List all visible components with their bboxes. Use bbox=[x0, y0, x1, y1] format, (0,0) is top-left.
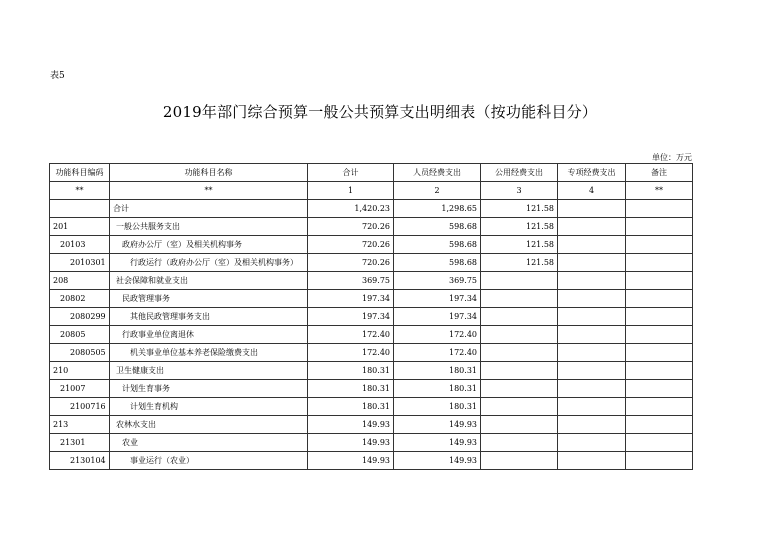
code-cell: 2080505 bbox=[50, 344, 110, 362]
unit-label: 单位：万元 bbox=[652, 153, 692, 162]
personnel-cell: 598.68 bbox=[394, 236, 481, 254]
name-cell: 其他民政管理事务支出 bbox=[110, 308, 308, 326]
code-cell: 208 bbox=[50, 272, 110, 290]
page-title: 2019年部门综合预算一般公共预算支出明细表（按功能科目分） bbox=[162, 103, 598, 121]
header-cell-code: 功能科目编码 bbox=[50, 164, 110, 182]
personnel-cell: 197.34 bbox=[394, 308, 481, 326]
special-cell bbox=[558, 416, 626, 434]
personnel-cell: 1,298.65 bbox=[394, 200, 481, 218]
special-cell bbox=[558, 254, 626, 272]
special-cell bbox=[558, 362, 626, 380]
subheader-cell: 3 bbox=[481, 182, 558, 200]
table-row bbox=[50, 308, 693, 326]
public-cell bbox=[481, 308, 558, 326]
header-cell-personnel: 人员经费支出 bbox=[394, 164, 481, 182]
personnel-cell: 180.31 bbox=[394, 362, 481, 380]
total-cell: 720.26 bbox=[308, 236, 394, 254]
note-cell bbox=[626, 452, 693, 470]
personnel-cell: 180.31 bbox=[394, 398, 481, 416]
name-cell: 民政管理事务 bbox=[110, 290, 308, 308]
total-cell: 1,420.23 bbox=[308, 200, 394, 218]
name-cell: 计划生育机构 bbox=[110, 398, 308, 416]
name-cell: 合计 bbox=[110, 200, 308, 218]
special-cell bbox=[558, 326, 626, 344]
name-cell: 社会保障和就业支出 bbox=[110, 272, 308, 290]
name-cell: 事业运行（农业） bbox=[110, 452, 308, 470]
subheader-cell: 1 bbox=[308, 182, 394, 200]
code-cell: 20103 bbox=[50, 236, 110, 254]
public-cell: 121.58 bbox=[481, 218, 558, 236]
note-cell bbox=[626, 200, 693, 218]
name-cell: 行政事业单位离退休 bbox=[110, 326, 308, 344]
table-row bbox=[50, 434, 693, 452]
table-row bbox=[50, 218, 693, 236]
total-cell: 180.31 bbox=[308, 362, 394, 380]
name-cell: 一般公共服务支出 bbox=[110, 218, 308, 236]
table-row bbox=[50, 380, 693, 398]
special-cell bbox=[558, 344, 626, 362]
total-cell: 720.26 bbox=[308, 254, 394, 272]
special-cell bbox=[558, 398, 626, 416]
note-cell bbox=[626, 398, 693, 416]
special-cell bbox=[558, 434, 626, 452]
public-cell bbox=[481, 380, 558, 398]
table-row bbox=[50, 452, 693, 470]
public-cell: 121.58 bbox=[481, 200, 558, 218]
subheader-cell: 4 bbox=[558, 182, 626, 200]
note-cell bbox=[626, 254, 693, 272]
code-cell: 20802 bbox=[50, 290, 110, 308]
subheader-cell: ** bbox=[110, 182, 308, 200]
table-row bbox=[50, 236, 693, 254]
special-cell bbox=[558, 236, 626, 254]
code-cell: 21007 bbox=[50, 380, 110, 398]
personnel-cell: 197.34 bbox=[394, 290, 481, 308]
table-row bbox=[50, 326, 693, 344]
subheader-cell: 2 bbox=[394, 182, 481, 200]
special-cell bbox=[558, 200, 626, 218]
code-cell bbox=[50, 200, 110, 218]
note-cell bbox=[626, 416, 693, 434]
code-cell: 201 bbox=[50, 218, 110, 236]
code-cell: 2080299 bbox=[50, 308, 110, 326]
subheader-cell: ** bbox=[626, 182, 693, 200]
budget-table bbox=[49, 163, 693, 470]
name-cell: 农林水支出 bbox=[110, 416, 308, 434]
special-cell bbox=[558, 290, 626, 308]
special-cell bbox=[558, 218, 626, 236]
total-cell: 149.93 bbox=[308, 452, 394, 470]
public-cell bbox=[481, 452, 558, 470]
public-cell: 121.58 bbox=[481, 236, 558, 254]
table-row bbox=[50, 344, 693, 362]
total-cell: 180.31 bbox=[308, 398, 394, 416]
public-cell bbox=[481, 344, 558, 362]
total-cell: 149.93 bbox=[308, 434, 394, 452]
total-cell: 180.31 bbox=[308, 380, 394, 398]
name-cell: 农业 bbox=[110, 434, 308, 452]
total-cell: 197.34 bbox=[308, 308, 394, 326]
personnel-cell: 598.68 bbox=[394, 218, 481, 236]
table-row bbox=[50, 398, 693, 416]
personnel-cell: 172.40 bbox=[394, 344, 481, 362]
name-cell: 卫生健康支出 bbox=[110, 362, 308, 380]
table-label: 表5 bbox=[50, 71, 65, 81]
code-cell: 2130104 bbox=[50, 452, 110, 470]
table-row bbox=[50, 362, 693, 380]
special-cell bbox=[558, 272, 626, 290]
table-row bbox=[50, 416, 693, 434]
public-cell bbox=[481, 272, 558, 290]
special-cell bbox=[558, 308, 626, 326]
table-row bbox=[50, 254, 693, 272]
code-cell: 2010301 bbox=[50, 254, 110, 272]
name-cell: 机关事业单位基本养老保险缴费支出 bbox=[110, 344, 308, 362]
public-cell bbox=[481, 362, 558, 380]
personnel-cell: 369.75 bbox=[394, 272, 481, 290]
note-cell bbox=[626, 236, 693, 254]
personnel-cell: 172.40 bbox=[394, 326, 481, 344]
table-row bbox=[50, 272, 693, 290]
table-row bbox=[50, 290, 693, 308]
total-cell: 172.40 bbox=[308, 344, 394, 362]
public-cell bbox=[481, 398, 558, 416]
header-cell-public: 公用经费支出 bbox=[481, 164, 558, 182]
public-cell: 121.58 bbox=[481, 254, 558, 272]
name-cell: 计划生育事务 bbox=[110, 380, 308, 398]
personnel-cell: 180.31 bbox=[394, 380, 481, 398]
header-cell-special: 专项经费支出 bbox=[558, 164, 626, 182]
note-cell bbox=[626, 344, 693, 362]
code-cell: 210 bbox=[50, 362, 110, 380]
personnel-cell: 149.93 bbox=[394, 434, 481, 452]
note-cell bbox=[626, 380, 693, 398]
special-cell bbox=[558, 452, 626, 470]
personnel-cell: 598.68 bbox=[394, 254, 481, 272]
note-cell bbox=[626, 290, 693, 308]
name-cell: 政府办公厅（室）及相关机构事务 bbox=[110, 236, 308, 254]
header-cell-total: 合计 bbox=[308, 164, 394, 182]
subheader-cell: ** bbox=[50, 182, 110, 200]
special-cell bbox=[558, 380, 626, 398]
total-cell: 720.26 bbox=[308, 218, 394, 236]
total-cell: 149.93 bbox=[308, 416, 394, 434]
note-cell bbox=[626, 362, 693, 380]
note-cell bbox=[626, 308, 693, 326]
total-cell: 172.40 bbox=[308, 326, 394, 344]
personnel-cell: 149.93 bbox=[394, 416, 481, 434]
code-cell: 20805 bbox=[50, 326, 110, 344]
code-cell: 2100716 bbox=[50, 398, 110, 416]
public-cell bbox=[481, 326, 558, 344]
public-cell bbox=[481, 290, 558, 308]
note-cell bbox=[626, 272, 693, 290]
total-cell: 369.75 bbox=[308, 272, 394, 290]
total-row bbox=[50, 200, 693, 218]
header-cell-note: 备注 bbox=[626, 164, 693, 182]
name-cell: 行政运行（政府办公厅（室）及相关机构事务） bbox=[110, 254, 308, 272]
personnel-cell: 149.93 bbox=[394, 452, 481, 470]
note-cell bbox=[626, 326, 693, 344]
note-cell bbox=[626, 218, 693, 236]
header-row bbox=[50, 164, 693, 182]
total-cell: 197.34 bbox=[308, 290, 394, 308]
subheader-row bbox=[50, 182, 693, 200]
header-cell-name: 功能科目名称 bbox=[110, 164, 308, 182]
note-cell bbox=[626, 434, 693, 452]
public-cell bbox=[481, 434, 558, 452]
public-cell bbox=[481, 416, 558, 434]
code-cell: 213 bbox=[50, 416, 110, 434]
code-cell: 21301 bbox=[50, 434, 110, 452]
